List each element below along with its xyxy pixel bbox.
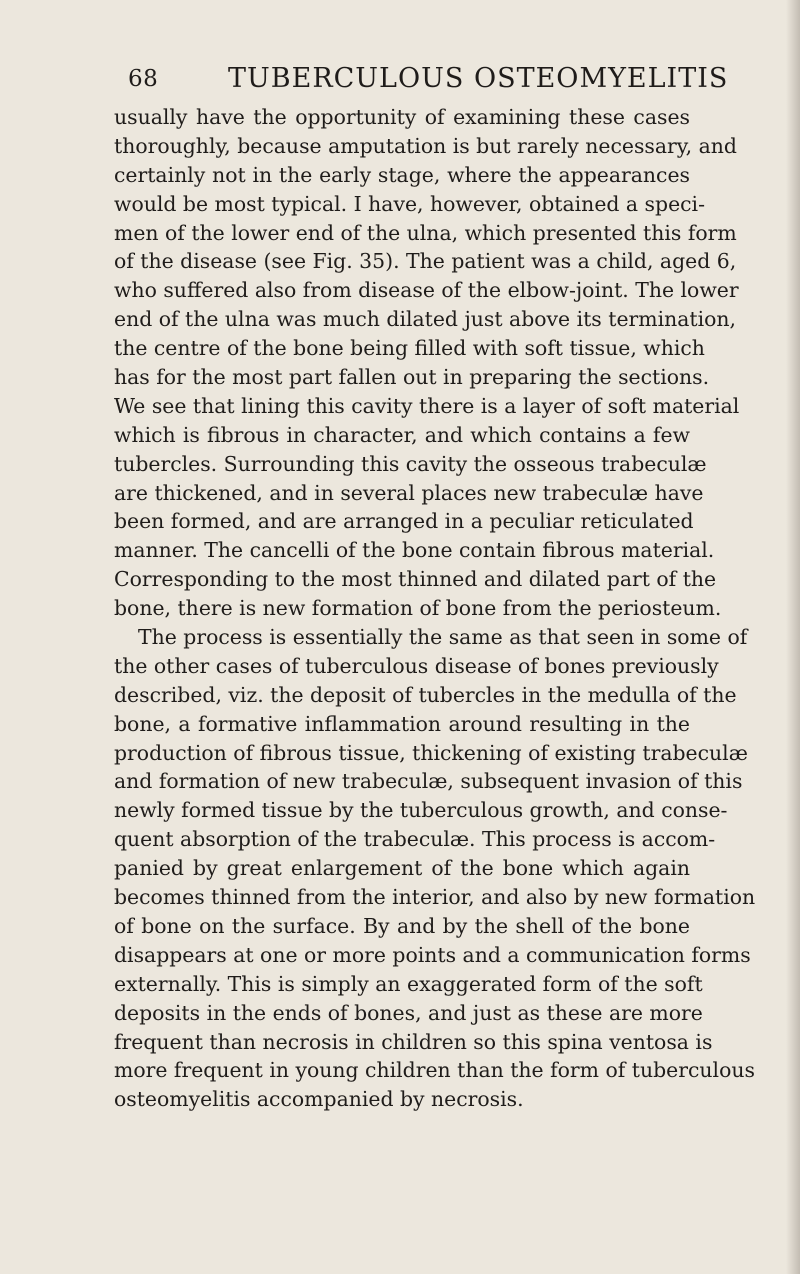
text-line: quent absorption of the trabeculæ. This process is accom-	[114, 827, 716, 852]
text-line: We see that lining this cavity there is a layer of soft material	[114, 393, 740, 418]
text-line: tubercles. Surrounding this cavity the osseous trabeculæ	[114, 451, 707, 476]
text-line: more frequent in young children than the form of tuberculous	[114, 1058, 755, 1083]
text-line: would be most typical. I have, however, obtained a speci-	[114, 191, 705, 216]
text-line: certainly not in the early stage, where the appearances	[114, 162, 690, 187]
paragraph-start-line: The process is essentially the same as that seen in some of	[138, 625, 748, 650]
body-text	[114, 103, 756, 1114]
text-line: thoroughly, because amputation is but rarely necessary, and	[114, 133, 737, 158]
text-line: been formed, and are arranged in a peculiar reticulated	[114, 509, 694, 534]
text-line: panied by great enlargement of the bone which again	[114, 856, 690, 881]
text-line: frequent than necrosis in children so this spina ventosa is	[114, 1029, 713, 1054]
text-line: the centre of the bone being filled with soft tissue, which	[114, 336, 705, 361]
text-line: disappears at one or more points and a communication forms	[114, 942, 751, 967]
text-line: which is fibrous in character, and which contains a few	[114, 422, 690, 447]
text-line: bone, there is new formation of bone from the periosteum.	[114, 596, 722, 621]
text-line: men of the lower end of the ulna, which presented this form	[114, 220, 737, 245]
page-edge-shadow	[786, 0, 800, 1274]
text-line: deposits in the ends of bones, and just as these are more	[114, 1000, 703, 1025]
paragraph-end-line: osteomyelitis accompanied by necrosis.	[114, 1087, 524, 1112]
text-line: are thickened, and in several places new trabeculæ have	[114, 480, 704, 505]
text-line: bone, a formative inflammation around resulting in the	[114, 711, 690, 736]
running-header	[0, 60, 800, 100]
text-line: newly formed tissue by the tuberculous growth, and conse-	[114, 798, 728, 823]
text-line: usually have the opportunity of examining these cases	[114, 105, 690, 129]
text-line: manner. The cancelli of the bone contain fibrous material.	[114, 538, 715, 563]
text-line: becomes thinned from the interior, and also by new formation	[114, 885, 756, 910]
text-line: Corresponding to the most thinned and dilated part of the	[114, 567, 717, 592]
text-line: externally. This is simply an exaggerated form of the soft	[114, 971, 703, 996]
running-title: TUBERCULOUS OSTEOMYELITIS	[228, 63, 729, 94]
text-line: of bone on the surface. By and by the shell of the bone	[114, 913, 690, 938]
page-number: 68	[128, 66, 159, 92]
text-line: end of the ulna was much dilated just above its termination,	[114, 307, 737, 332]
text-line: described, viz. the deposit of tubercles in the medulla of the	[114, 682, 737, 707]
text-line: of the disease (see Fig. 35). The patient was a child, aged 6,	[114, 249, 737, 274]
text-line: has for the most part fallen out in preparing the sections.	[114, 365, 710, 390]
text-line: and formation of new trabeculæ, subsequent invasion of this	[114, 769, 743, 794]
text-line: the other cases of tuberculous disease of bones previously	[114, 653, 719, 678]
text-line: who suffered also from disease of the elbow-joint. The lower	[114, 278, 739, 303]
text-line: production of fibrous tissue, thickening of existing trabeculæ	[114, 740, 748, 765]
